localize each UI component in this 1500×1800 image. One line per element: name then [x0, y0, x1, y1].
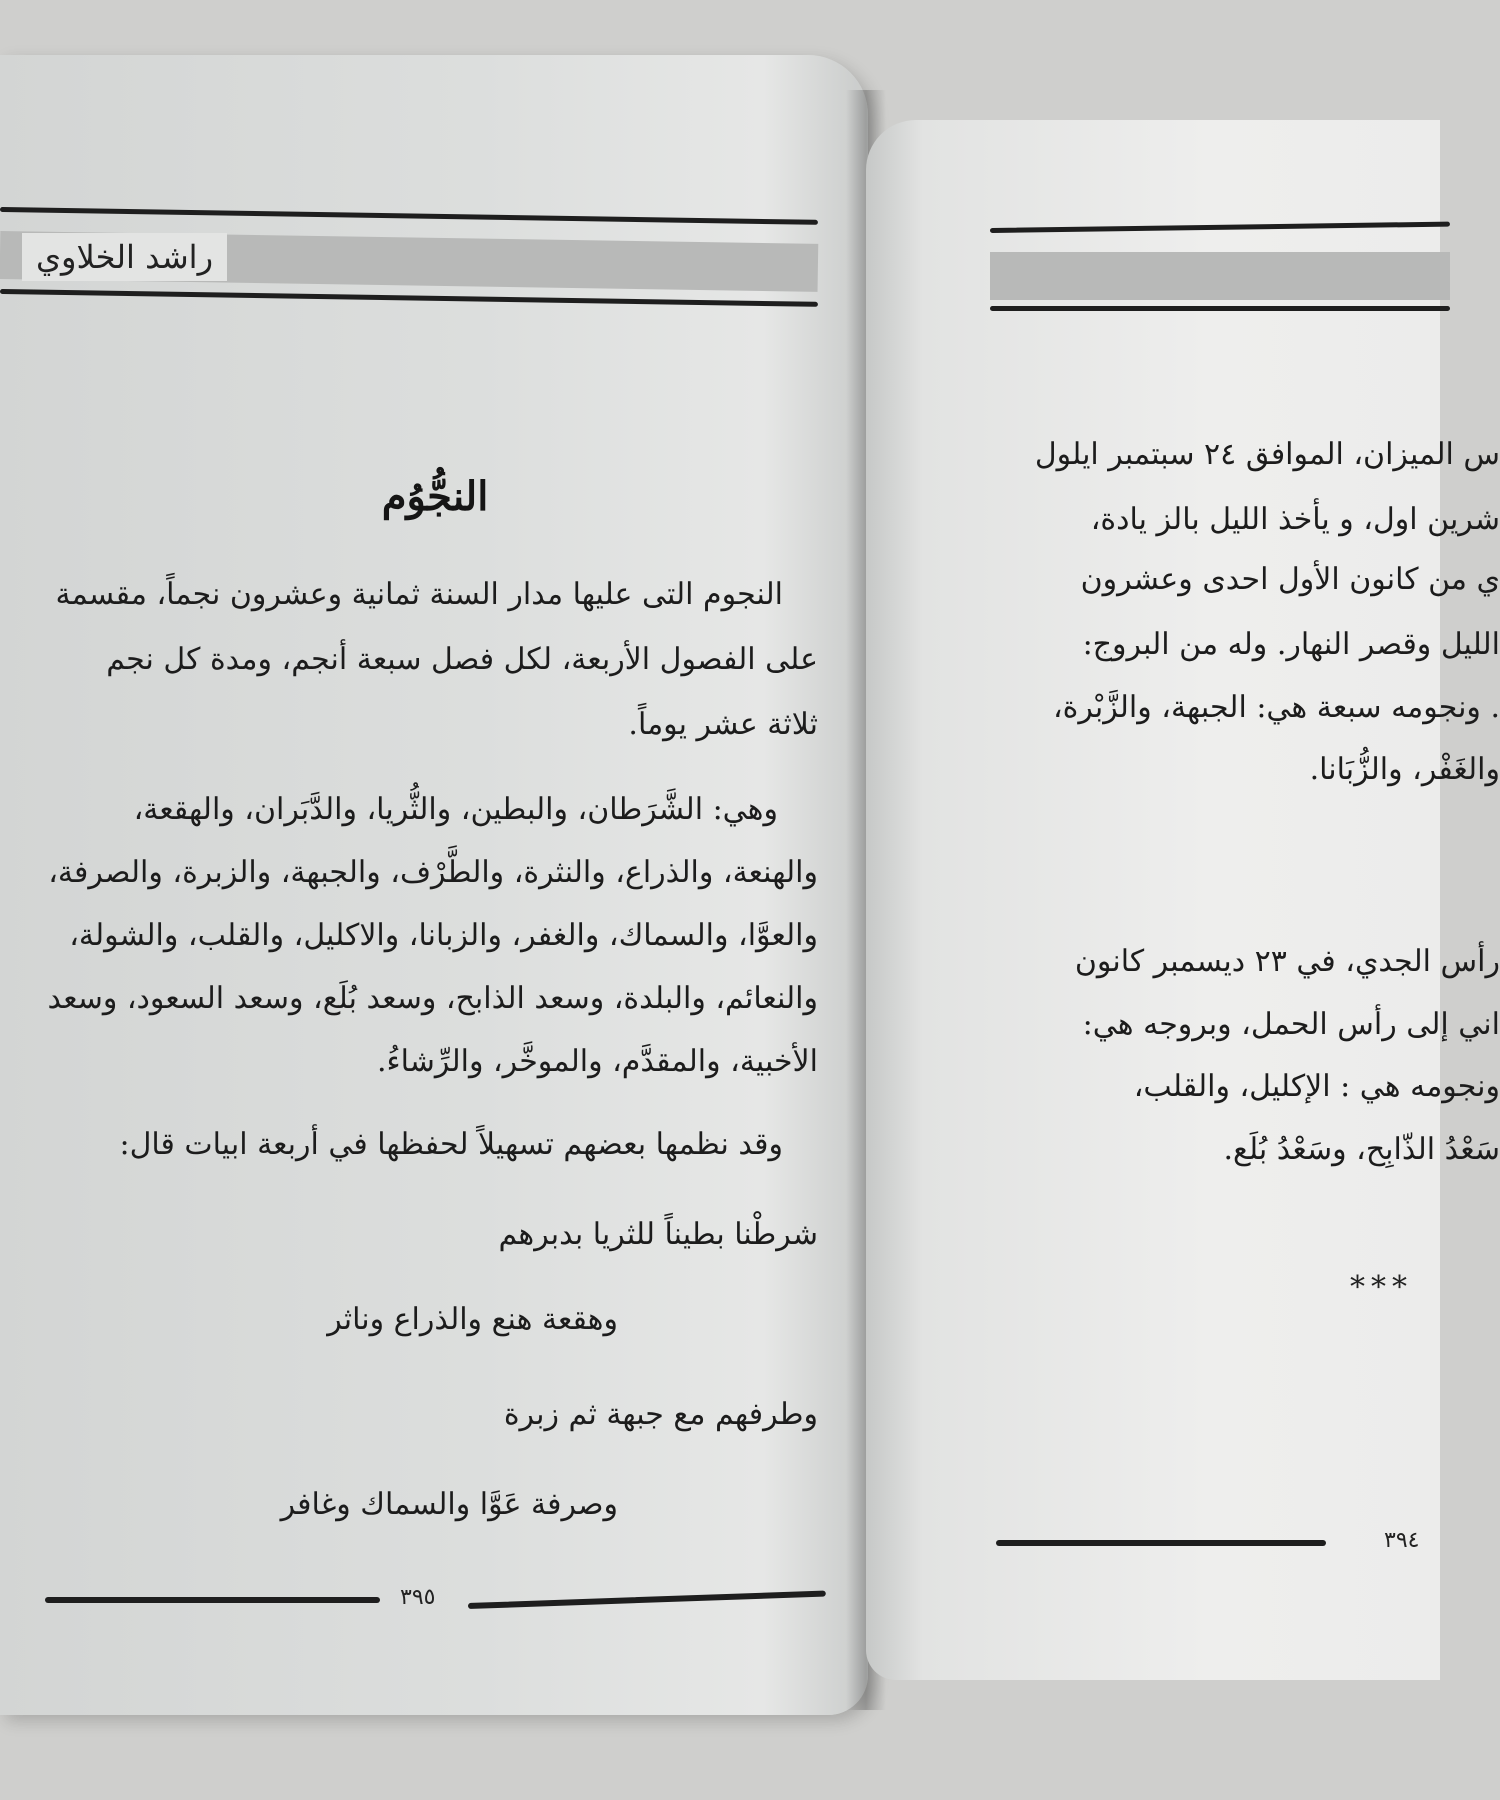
paragraph-line: والعوَّا، والسماك، والغفر، والزبانا، والاكليل، والقلب، والشولة،: [69, 918, 818, 953]
paragraph-line: شرين اول، و يأخذ الليل بالز يادة،: [1090, 502, 1500, 537]
paragraph-line: . ونجومه سبعة هي: الجبهة، والزَّبْرة،: [1052, 690, 1500, 725]
paragraph-line: وقد نظمها بعضهم تسهيلاً لحفظها في أربعة ابيات قال:: [119, 1127, 783, 1162]
header-rule-bottom: [990, 306, 1450, 311]
page-number: ٣٩٤: [1384, 1528, 1420, 1553]
running-head: راشد الخلاوي: [22, 233, 227, 281]
paragraph-line: النجوم التى عليها مدار السنة ثمانية وعشرون نجماً، مقسمة: [55, 577, 783, 612]
paragraph-line: والهنعة، والذراع، والنثرة، والطَّرْف، والجبهة، والزبرة، والصرفة،: [48, 855, 818, 890]
paragraph-line: والنعائم، والبلدة، وسعد الذابح، وسعد بُلَع، وسعد السعود، وسعد: [47, 981, 818, 1016]
footer-rule: [996, 1540, 1326, 1546]
paragraph-line: وهي: الشَّرَطان، والبطين، والثُّريا، والدَّبَران، والهقعة،: [133, 792, 778, 827]
paragraph-line: رأس الجدي، في ٢٣ ديسمبر كانون: [1074, 944, 1500, 979]
paragraph-line: ونجومه هي : الإكليل، والقلب،: [1133, 1069, 1500, 1104]
paragraph-line: ثلاثة عشر يوماً.: [628, 707, 818, 742]
paragraph-line: والغَفْر، والزُّبَانا.: [1309, 752, 1500, 787]
header-band: [990, 252, 1450, 300]
chapter-title: النجُّوُم: [381, 473, 489, 520]
verse-line: شرطْنا بطيناً للثريا بدبرهم: [498, 1217, 818, 1252]
footer-rule-right: [468, 1591, 826, 1609]
footer-rule-left: [45, 1597, 380, 1603]
verse-line: وهقعة هنع والذراع وناثر: [327, 1302, 618, 1337]
left-page: [0, 55, 868, 1715]
paragraph-line: الأخبية، والمقدَّم، والموخَّر، والرِّشاءُ.: [377, 1044, 818, 1079]
header-rule-bottom: [0, 289, 818, 307]
paragraph-line: ي من كانون الأول احدى وعشرون: [1080, 562, 1500, 597]
header-rule-top: [0, 207, 818, 225]
header-rule-top: [990, 222, 1450, 233]
paragraph-line: على الفصول الأربعة، لكل فصل سبعة أنجم، ومدة كل نجم: [106, 642, 818, 677]
page-number: ٣٩٥: [400, 1585, 436, 1610]
section-separator: ***: [1350, 1270, 1413, 1305]
paragraph-line: س الميزان، الموافق ٢٤ سبتمبر ايلول: [1034, 437, 1500, 472]
paragraph-line: سَعْدُ الذّابِح، وسَعْدُ بُلَع.: [1223, 1132, 1500, 1167]
paragraph-line: اني إلى رأس الحمل، وبروجه هي:: [1082, 1007, 1500, 1042]
verse-line: وطرفهم مع جبهة ثم زبرة: [503, 1397, 818, 1432]
paragraph-line: الليل وقصر النهار. وله من البروج:: [1082, 627, 1500, 662]
right-page: [866, 120, 1500, 1680]
verse-line: وصرفة عَوَّا والسماك وغافر: [280, 1487, 618, 1522]
